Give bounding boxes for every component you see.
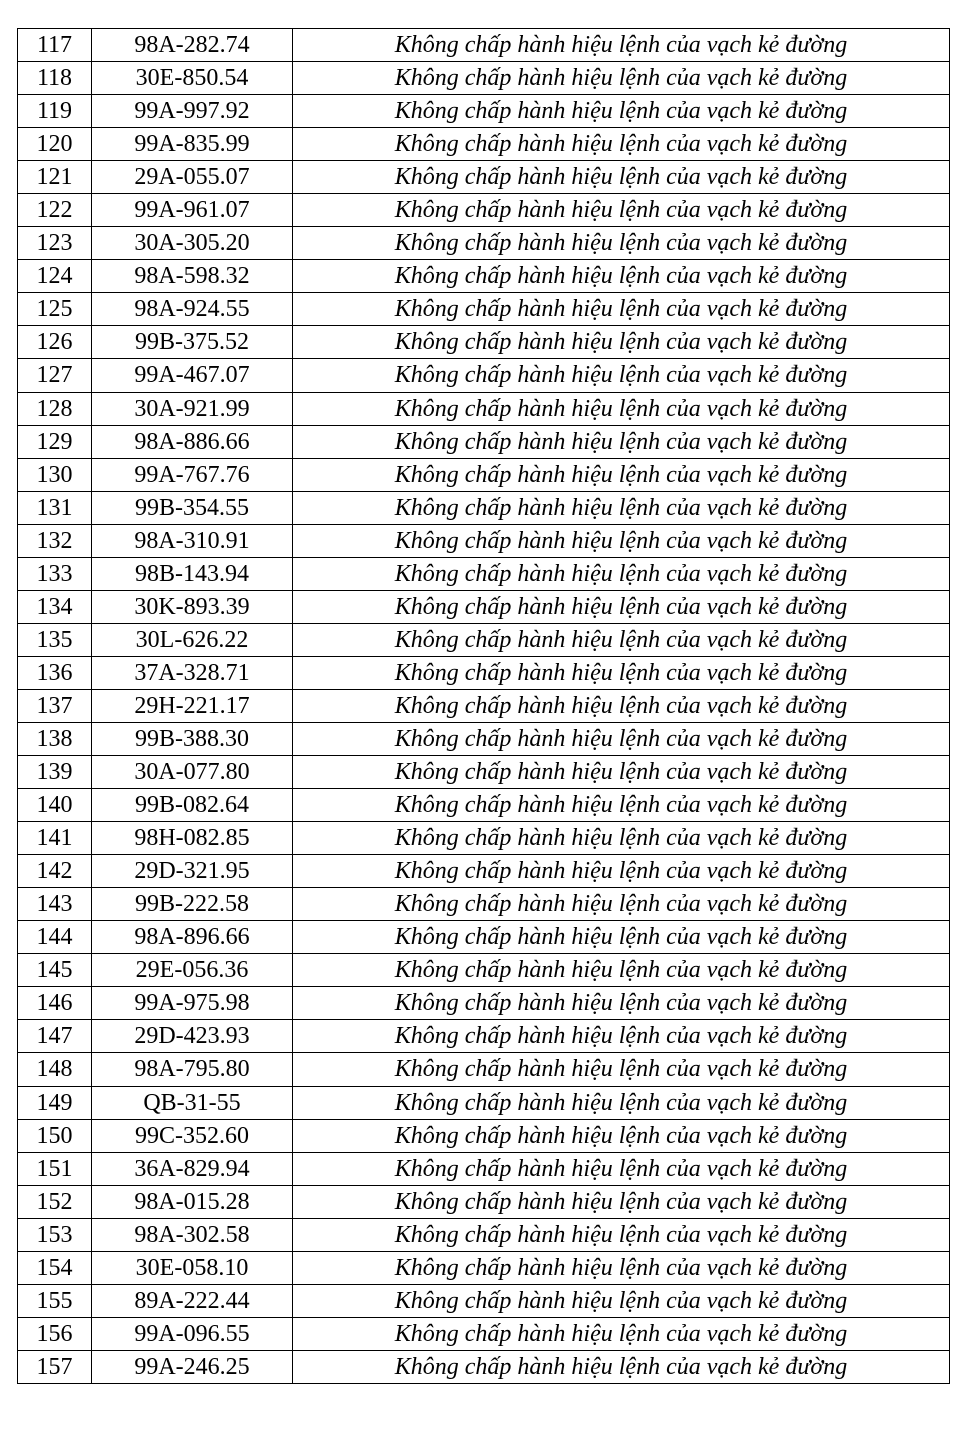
- violation-description-cell: Không chấp hành hiệu lệnh của vạch kẻ đường: [293, 227, 950, 260]
- row-number-cell: 152: [18, 1185, 92, 1218]
- row-number-cell: 150: [18, 1119, 92, 1152]
- license-plate-cell: 98A-924.55: [92, 293, 293, 326]
- table-row: [18, 1317, 950, 1350]
- table-row: [18, 359, 950, 392]
- violation-description-cell: Không chấp hành hiệu lệnh của vạch kẻ đường: [293, 557, 950, 590]
- table-row: [18, 590, 950, 623]
- violation-description-cell: Không chấp hành hiệu lệnh của vạch kẻ đường: [293, 756, 950, 789]
- table-row: [18, 161, 950, 194]
- row-number-cell: 132: [18, 524, 92, 557]
- violation-description-cell: Không chấp hành hiệu lệnh của vạch kẻ đường: [293, 392, 950, 425]
- violation-description-cell: Không chấp hành hiệu lệnh của vạch kẻ đường: [293, 1317, 950, 1350]
- license-plate-cell: 98A-310.91: [92, 524, 293, 557]
- license-plate-cell: 30E-058.10: [92, 1251, 293, 1284]
- license-plate-cell: 37A-328.71: [92, 656, 293, 689]
- table-row: [18, 293, 950, 326]
- violation-description-cell: Không chấp hành hiệu lệnh của vạch kẻ đường: [293, 524, 950, 557]
- table-row: [18, 855, 950, 888]
- license-plate-cell: 29D-321.95: [92, 855, 293, 888]
- row-number-cell: 129: [18, 425, 92, 458]
- table-row: [18, 789, 950, 822]
- row-number-cell: 118: [18, 62, 92, 95]
- violation-description-cell: Không chấp hành hiệu lệnh của vạch kẻ đường: [293, 293, 950, 326]
- violation-description-cell: Không chấp hành hiệu lệnh của vạch kẻ đường: [293, 62, 950, 95]
- violation-description-cell: Không chấp hành hiệu lệnh của vạch kẻ đường: [293, 1053, 950, 1086]
- row-number-cell: 117: [18, 29, 92, 62]
- row-number-cell: 128: [18, 392, 92, 425]
- license-plate-cell: 36A-829.94: [92, 1152, 293, 1185]
- row-number-cell: 137: [18, 689, 92, 722]
- violation-description-cell: Không chấp hành hiệu lệnh của vạch kẻ đường: [293, 1152, 950, 1185]
- table-row: [18, 722, 950, 755]
- row-number-cell: 139: [18, 756, 92, 789]
- license-plate-cell: 98A-886.66: [92, 425, 293, 458]
- license-plate-cell: 30E-850.54: [92, 62, 293, 95]
- row-number-cell: 130: [18, 458, 92, 491]
- row-number-cell: 138: [18, 722, 92, 755]
- table-row: [18, 1086, 950, 1119]
- table-row: [18, 1152, 950, 1185]
- row-number-cell: 122: [18, 194, 92, 227]
- row-number-cell: 155: [18, 1284, 92, 1317]
- table-row: [18, 260, 950, 293]
- table-row: [18, 62, 950, 95]
- violation-description-cell: Không chấp hành hiệu lệnh của vạch kẻ đường: [293, 623, 950, 656]
- row-number-cell: 151: [18, 1152, 92, 1185]
- table-row: [18, 194, 950, 227]
- row-number-cell: 135: [18, 623, 92, 656]
- table-row: [18, 425, 950, 458]
- license-plate-cell: 30A-305.20: [92, 227, 293, 260]
- row-number-cell: 125: [18, 293, 92, 326]
- license-plate-cell: 98A-896.66: [92, 921, 293, 954]
- license-plate-cell: 99A-835.99: [92, 128, 293, 161]
- row-number-cell: 146: [18, 987, 92, 1020]
- row-number-cell: 154: [18, 1251, 92, 1284]
- license-plate-cell: 99A-975.98: [92, 987, 293, 1020]
- license-plate-cell: 99B-388.30: [92, 722, 293, 755]
- row-number-cell: 153: [18, 1218, 92, 1251]
- license-plate-cell: 29E-056.36: [92, 954, 293, 987]
- table-row: [18, 95, 950, 128]
- row-number-cell: 144: [18, 921, 92, 954]
- row-number-cell: 157: [18, 1350, 92, 1383]
- row-number-cell: 143: [18, 888, 92, 921]
- violation-description-cell: Không chấp hành hiệu lệnh của vạch kẻ đường: [293, 359, 950, 392]
- license-plate-cell: 89A-222.44: [92, 1284, 293, 1317]
- row-number-cell: 148: [18, 1053, 92, 1086]
- license-plate-cell: 99A-096.55: [92, 1317, 293, 1350]
- row-number-cell: 156: [18, 1317, 92, 1350]
- table-row: [18, 689, 950, 722]
- table-row: [18, 1185, 950, 1218]
- table-row: [18, 954, 950, 987]
- license-plate-cell: 98A-282.74: [92, 29, 293, 62]
- table-row: [18, 524, 950, 557]
- violation-description-cell: Không chấp hành hiệu lệnh của vạch kẻ đường: [293, 1119, 950, 1152]
- license-plate-cell: 98A-302.58: [92, 1218, 293, 1251]
- table-row: [18, 1251, 950, 1284]
- row-number-cell: 126: [18, 326, 92, 359]
- table-row: [18, 822, 950, 855]
- license-plate-cell: 30A-077.80: [92, 756, 293, 789]
- violation-description-cell: Không chấp hành hiệu lệnh của vạch kẻ đường: [293, 855, 950, 888]
- violation-description-cell: Không chấp hành hiệu lệnh của vạch kẻ đường: [293, 1350, 950, 1383]
- row-number-cell: 134: [18, 590, 92, 623]
- violation-description-cell: Không chấp hành hiệu lệnh của vạch kẻ đường: [293, 1185, 950, 1218]
- row-number-cell: 133: [18, 557, 92, 590]
- row-number-cell: 124: [18, 260, 92, 293]
- license-plate-cell: 99B-375.52: [92, 326, 293, 359]
- violation-description-cell: Không chấp hành hiệu lệnh của vạch kẻ đường: [293, 95, 950, 128]
- table-row: [18, 888, 950, 921]
- license-plate-cell: 99B-082.64: [92, 789, 293, 822]
- violation-description-cell: Không chấp hành hiệu lệnh của vạch kẻ đường: [293, 888, 950, 921]
- violation-description-cell: Không chấp hành hiệu lệnh của vạch kẻ đường: [293, 1218, 950, 1251]
- row-number-cell: 123: [18, 227, 92, 260]
- table-row: [18, 392, 950, 425]
- table-row: [18, 491, 950, 524]
- violation-description-cell: Không chấp hành hiệu lệnh của vạch kẻ đường: [293, 425, 950, 458]
- table-row: [18, 987, 950, 1020]
- license-plate-cell: 99A-997.92: [92, 95, 293, 128]
- violation-description-cell: Không chấp hành hiệu lệnh của vạch kẻ đường: [293, 161, 950, 194]
- license-plate-cell: 29D-423.93: [92, 1020, 293, 1053]
- table-row: [18, 1119, 950, 1152]
- violation-description-cell: Không chấp hành hiệu lệnh của vạch kẻ đường: [293, 954, 950, 987]
- violation-description-cell: Không chấp hành hiệu lệnh của vạch kẻ đường: [293, 822, 950, 855]
- table-body: [18, 29, 950, 1384]
- table-row: [18, 1053, 950, 1086]
- table-row: [18, 1284, 950, 1317]
- violation-description-cell: Không chấp hành hiệu lệnh của vạch kẻ đường: [293, 689, 950, 722]
- row-number-cell: 136: [18, 656, 92, 689]
- row-number-cell: 120: [18, 128, 92, 161]
- violation-description-cell: Không chấp hành hiệu lệnh của vạch kẻ đường: [293, 722, 950, 755]
- license-plate-cell: 30K-893.39: [92, 590, 293, 623]
- table-row: [18, 227, 950, 260]
- row-number-cell: 142: [18, 855, 92, 888]
- table-row: [18, 921, 950, 954]
- table-row: [18, 128, 950, 161]
- violation-description-cell: Không chấp hành hiệu lệnh của vạch kẻ đường: [293, 987, 950, 1020]
- row-number-cell: 127: [18, 359, 92, 392]
- violation-description-cell: Không chấp hành hiệu lệnh của vạch kẻ đường: [293, 128, 950, 161]
- violation-description-cell: Không chấp hành hiệu lệnh của vạch kẻ đường: [293, 194, 950, 227]
- license-plate-cell: 99A-467.07: [92, 359, 293, 392]
- license-plate-cell: 98A-795.80: [92, 1053, 293, 1086]
- row-number-cell: 121: [18, 161, 92, 194]
- violation-description-cell: Không chấp hành hiệu lệnh của vạch kẻ đường: [293, 260, 950, 293]
- license-plate-cell: QB-31-55: [92, 1086, 293, 1119]
- license-plate-cell: 29H-221.17: [92, 689, 293, 722]
- license-plate-cell: 98A-598.32: [92, 260, 293, 293]
- license-plate-cell: 99A-767.76: [92, 458, 293, 491]
- license-plate-cell: 99C-352.60: [92, 1119, 293, 1152]
- table-row: [18, 1350, 950, 1383]
- table-row: [18, 1218, 950, 1251]
- table-row: [18, 458, 950, 491]
- license-plate-cell: 30A-921.99: [92, 392, 293, 425]
- license-plate-cell: 99B-354.55: [92, 491, 293, 524]
- row-number-cell: 119: [18, 95, 92, 128]
- license-plate-cell: 98A-015.28: [92, 1185, 293, 1218]
- row-number-cell: 147: [18, 1020, 92, 1053]
- table-row: [18, 623, 950, 656]
- table-row: [18, 29, 950, 62]
- table-row: [18, 656, 950, 689]
- row-number-cell: 131: [18, 491, 92, 524]
- violation-description-cell: Không chấp hành hiệu lệnh của vạch kẻ đường: [293, 1086, 950, 1119]
- violation-description-cell: Không chấp hành hiệu lệnh của vạch kẻ đường: [293, 458, 950, 491]
- row-number-cell: 141: [18, 822, 92, 855]
- license-plate-cell: 30L-626.22: [92, 623, 293, 656]
- row-number-cell: 145: [18, 954, 92, 987]
- violation-description-cell: Không chấp hành hiệu lệnh của vạch kẻ đường: [293, 590, 950, 623]
- violations-table: [17, 28, 950, 1384]
- violation-description-cell: Không chấp hành hiệu lệnh của vạch kẻ đường: [293, 326, 950, 359]
- violation-description-cell: Không chấp hành hiệu lệnh của vạch kẻ đường: [293, 1251, 950, 1284]
- license-plate-cell: 99A-246.25: [92, 1350, 293, 1383]
- table-row: [18, 326, 950, 359]
- table-row: [18, 756, 950, 789]
- violation-description-cell: Không chấp hành hiệu lệnh của vạch kẻ đường: [293, 921, 950, 954]
- row-number-cell: 149: [18, 1086, 92, 1119]
- violation-description-cell: Không chấp hành hiệu lệnh của vạch kẻ đường: [293, 789, 950, 822]
- table-row: [18, 1020, 950, 1053]
- violation-description-cell: Không chấp hành hiệu lệnh của vạch kẻ đường: [293, 1284, 950, 1317]
- violation-description-cell: Không chấp hành hiệu lệnh của vạch kẻ đường: [293, 29, 950, 62]
- violation-description-cell: Không chấp hành hiệu lệnh của vạch kẻ đường: [293, 1020, 950, 1053]
- license-plate-cell: 29A-055.07: [92, 161, 293, 194]
- violation-description-cell: Không chấp hành hiệu lệnh của vạch kẻ đường: [293, 656, 950, 689]
- violation-description-cell: Không chấp hành hiệu lệnh của vạch kẻ đường: [293, 491, 950, 524]
- row-number-cell: 140: [18, 789, 92, 822]
- license-plate-cell: 98H-082.85: [92, 822, 293, 855]
- table-row: [18, 557, 950, 590]
- license-plate-cell: 98B-143.94: [92, 557, 293, 590]
- license-plate-cell: 99A-961.07: [92, 194, 293, 227]
- license-plate-cell: 99B-222.58: [92, 888, 293, 921]
